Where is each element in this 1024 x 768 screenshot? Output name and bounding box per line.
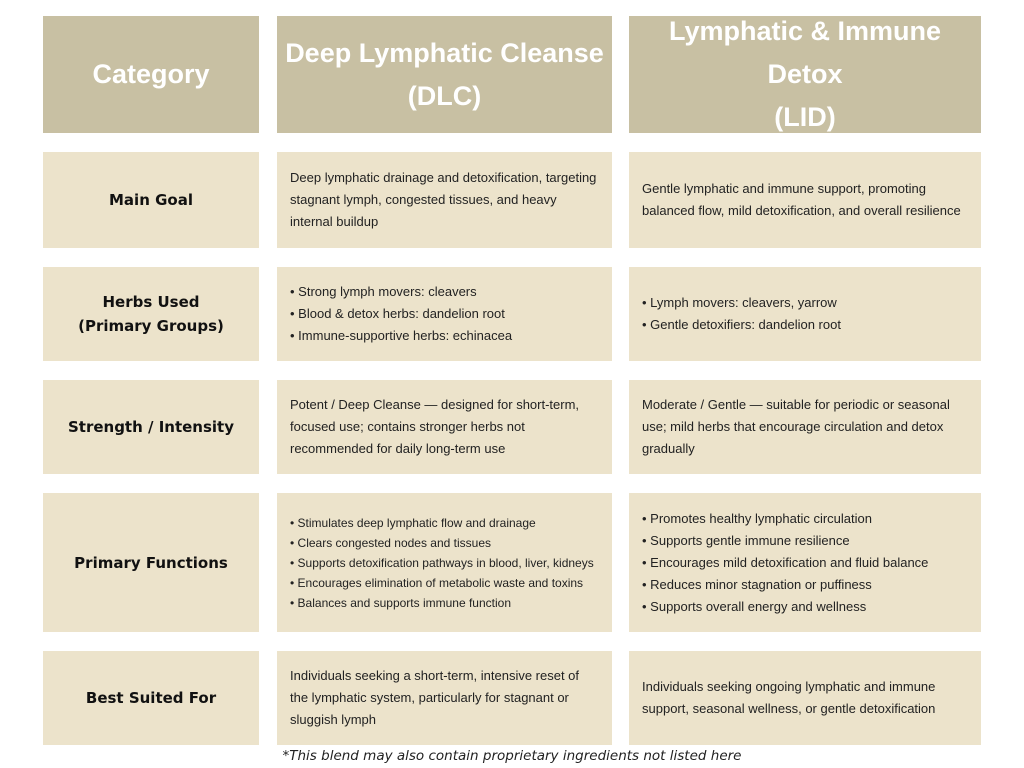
- row-functions-dlc: [277, 493, 612, 632]
- list-item: • Strong lymph movers: cleavers: [290, 281, 512, 303]
- row-strength-lid: [629, 380, 981, 474]
- row-best-suited-lid: [629, 651, 981, 745]
- footnote: [0, 746, 1024, 766]
- row-strength-dlc: [277, 380, 612, 474]
- row-category-label: Primary Functions: [74, 553, 228, 572]
- row-main-goal-lid: [629, 152, 981, 248]
- row-category-label: Best Suited For: [85, 689, 217, 707]
- functions-lid-list: [642, 508, 928, 618]
- list-item: • Supports overall energy and wellness: [642, 596, 928, 618]
- header-category-label: Category: [92, 59, 210, 89]
- row-best-suited-dlc: [277, 651, 612, 745]
- list-item: • Gentle detoxifiers: dandelion root: [642, 314, 841, 336]
- list-item: • Encourages mild detoxification and fluid balance: [642, 552, 928, 574]
- row-dlc-text: Deep lymphatic drainage and detoxification, targeting stagnant lymph, congested tissues, and heavy internal buildup: [290, 170, 597, 229]
- list-item: • Clears congested nodes and tissues: [290, 533, 594, 553]
- header-lid: [629, 16, 981, 133]
- list-item: • Lymph movers: cleavers, yarrow: [642, 292, 841, 314]
- header-category: [43, 16, 259, 133]
- row-main-goal-dlc: [277, 152, 612, 248]
- header-lid-label: Lymphatic & Immune Detox (LID): [668, 16, 942, 132]
- list-item: • Immune-supportive herbs: echinacea: [290, 325, 512, 347]
- row-main-goal-category: [43, 152, 259, 248]
- row-lid-text: Moderate / Gentle — suitable for periodic or seasonal use; mild herbs that encourage circulation and detox gradually: [642, 397, 950, 456]
- row-lid-text: Individuals seeking ongoing lymphatic and immune support, seasonal wellness, or gentle detoxification: [642, 679, 936, 716]
- footnote-asterisk: *: [282, 748, 290, 764]
- header-dlc: [277, 16, 612, 133]
- list-item: • Stimulates deep lymphatic flow and drainage: [290, 513, 594, 533]
- list-item: • Balances and supports immune function: [290, 593, 594, 613]
- functions-dlc-list: [290, 513, 594, 613]
- footnote-text: This blend may also contain proprietary ingredients not listed here: [289, 748, 742, 764]
- row-functions-lid: [629, 493, 981, 632]
- header-dlc-label: Deep Lymphatic Cleanse (DLC): [285, 37, 604, 111]
- row-category-label: Strength / Intensity: [67, 418, 235, 436]
- row-herbs-used-lid: [629, 267, 981, 361]
- herbs-lid-list: [642, 292, 841, 336]
- row-dlc-text: Potent / Deep Cleanse — designed for short-term, focused use; contains stronger herbs not recommended for daily long-term use: [290, 397, 580, 456]
- herbs-dlc-list: [290, 281, 512, 347]
- row-category-label: Main Goal: [109, 191, 193, 209]
- list-item: • Encourages elimination of metabolic waste and toxins: [290, 573, 594, 593]
- list-item: • Supports detoxification pathways in blood, liver, kidneys: [290, 553, 594, 573]
- row-herbs-used-category: [43, 267, 259, 361]
- list-item: • Reduces minor stagnation or puffiness: [642, 574, 928, 596]
- list-item: • Promotes healthy lymphatic circulation: [642, 508, 928, 530]
- row-dlc-text: Individuals seeking a short-term, intensive reset of the lymphatic system, particularly for stagnant or sluggish lymph: [290, 668, 580, 727]
- row-category-label: Herbs Used (Primary Groups): [78, 293, 224, 335]
- row-best-suited-category: [43, 651, 259, 745]
- list-item: • Blood & detox herbs: dandelion root: [290, 303, 512, 325]
- row-lid-text: Gentle lymphatic and immune support, promoting balanced flow, mild detoxification, and overall resilience: [642, 181, 961, 218]
- row-functions-category: [43, 493, 259, 632]
- row-herbs-used-dlc: [277, 267, 612, 361]
- row-strength-category: [43, 380, 259, 474]
- list-item: • Supports gentle immune resilience: [642, 530, 928, 552]
